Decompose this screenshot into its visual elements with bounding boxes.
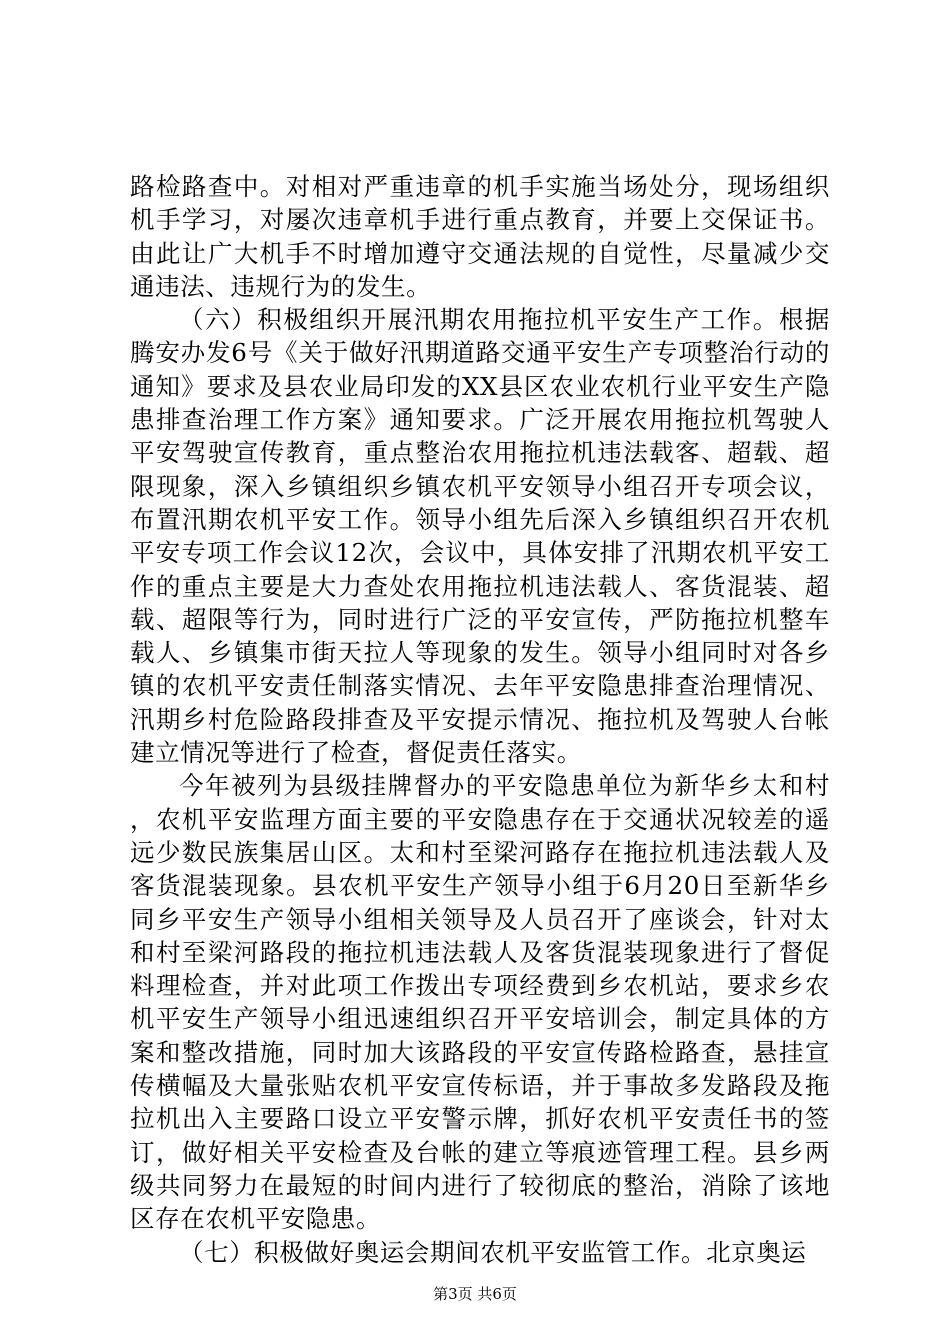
page-footer <box>0 1285 950 1303</box>
paragraph-section-six: （六）积极组织开展汛期农用拖拉机平安生产工作。根据腾安办发6号《关于做好汛期道路交通平安生产专项整治行动的通知》要求及县农业局印发的XX县区农业农机行业平安生产隐患排查治理工作方案》通知要求。广泛开展农用拖拉机驾驶人平安驾驶宣传教育，重点整治农用拖拉机违法载客、超载、超限现象，深入乡镇组织乡镇农机平安领导小组召开专项会议，布置汛期农机平安工作。领导小组先后深入乡镇组织召开农机平安专项工作会议12次，会议中，具体安排了汛期农机平安工作的重点主要是大力查处农用拖拉机违法载人、客货混装、超载、超限等行为，同时进行广泛的平安宣传，严防拖拉机整车载人、乡镇集市街天拉人等现象的发生。领导小组同时对各乡镇的农机平安责任制落实情况、去年平安隐患排查治理情况、汛期乡村危险路段排查及平安提示情况、拖拉机及驾驶人台帐建立情况等进行了检查，督促责任落实。 <box>130 305 830 768</box>
page-total: 共6页 <box>477 1285 517 1303</box>
page-number: 第3页 <box>433 1285 473 1303</box>
document-body <box>130 170 830 1269</box>
paragraph-continuation: 路检路查中。对相对严重违章的机手实施当场处分，现场组织机手学习，对屡次违章机手进行重点教育，并要上交保证书。由此让广大机手不时增加遵守交通法规的自觉性，尽量减少交通违法、违规行为的发生。 <box>130 172 830 301</box>
paragraph-section-seven: （七）积极做好奥运会期间农机平安监管工作。北京奥运 <box>179 1237 807 1267</box>
paragraph-hazard-unit: 今年被列为县级挂牌督办的平安隐患单位为新华乡太和村，农机平安监理方面主要的平安隐患存在于交通状况较差的遥远少数民族集居山区。太和村至梁河路存在拖拉机违法载人及客货混装现象。县农机平安生产领导小组于6月20日至新华乡同乡平安生产领导小组相关领导及人员召开了座谈会，针对太和村至梁河路段的拖拉机违法载人及客货混装现象进行了督促料理检查，并对此项工作拨出专项经费到乡农机站，要求乡农机平安生产领导小组迅速组织召开平安培训会，制定具体的方案和整改措施，同时加大该路段的平安宣传路检路查，悬挂宣传横幅及大量张贴农机平安宣传标语，并于事故多发路段及拖拉机出入主要路口设立平安警示牌，抓好农机平安责任书的签订，做好相关平安检查及台帐的建立等痕迹管理工程。县乡两级共同努力在最短的时间内进行了较彻底的整治，消除了该地区存在农机平安隐患。 <box>130 771 830 1234</box>
